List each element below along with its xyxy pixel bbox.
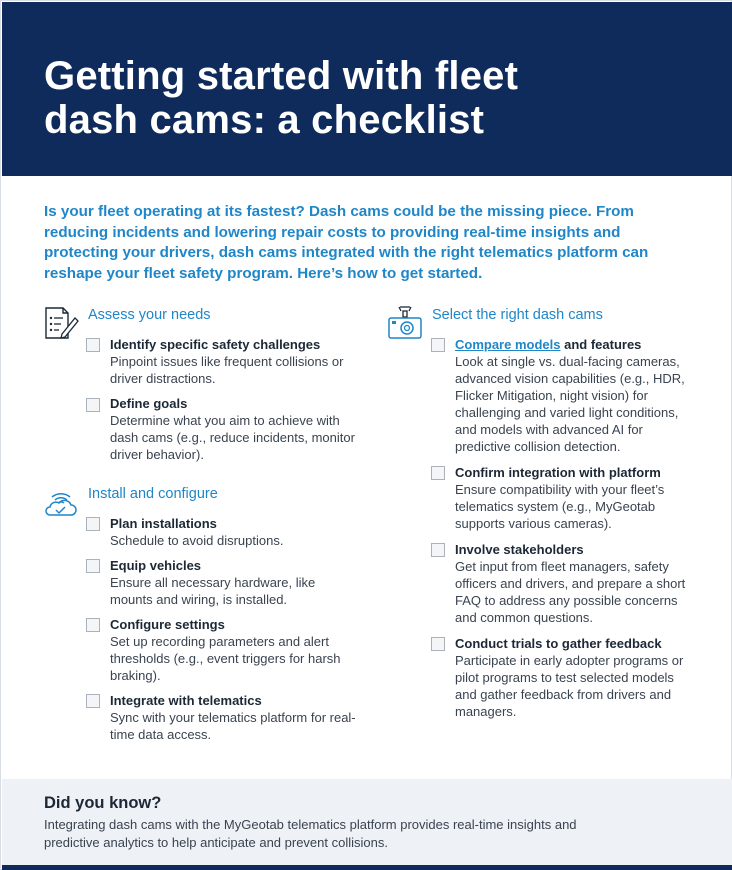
checklist-item-conduct-trials	[455, 635, 695, 720]
item-title: Involve stakeholders	[455, 542, 584, 557]
checkbox-integrate-telematics[interactable]	[86, 694, 100, 708]
checkbox-configure-settings[interactable]	[86, 618, 100, 632]
checkbox-define-goals[interactable]	[86, 398, 100, 412]
item-title: Conduct trials to gather feedback	[455, 636, 662, 651]
item-description: Look at single vs. dual-facing cameras, advanced vision capabilities (e.g., HDR, Flicker Mitigation, night vision) for challenging and varied light conditions, and models with advanced AI for predictive collision detection.	[455, 354, 685, 454]
title-line-1: Getting started with fleet	[44, 54, 519, 98]
checklist-document-icon	[43, 306, 79, 340]
item-description: Ensure all necessary hardware, like mounts and wiring, is installed.	[110, 575, 316, 607]
checkbox-compare-models[interactable]	[431, 338, 445, 352]
did-you-know-panel	[2, 779, 732, 865]
compare-models-link[interactable]: Compare models	[455, 337, 561, 352]
item-title-rest: and features	[560, 337, 642, 352]
intro-paragraph: Is your fleet operating at its fastest? Dash cams could be the missing piece. From reducing incidents and lowering repair costs to providing real-time insights and protecting your drivers, dash cams integrated with the right telematics platform can reshape your fleet safety program. Here’s how to get started.	[44, 203, 649, 282]
section-title-install: Install and configure	[88, 486, 218, 502]
item-title: Confirm integration with platform	[455, 465, 661, 480]
checkbox-equip-vehicles[interactable]	[86, 559, 100, 573]
title-line-2: dash cams: a checklist	[44, 98, 485, 142]
item-title: Plan installations	[110, 516, 217, 531]
page-title	[44, 54, 644, 142]
bottom-accent-bar	[2, 865, 732, 870]
item-title: Integrate with telematics	[110, 693, 262, 708]
footer-title: Did you know?	[44, 794, 162, 812]
item-description: Get input from fleet managers, safety officers and drivers, and prepare a short FAQ to address any possible concerns and common questions.	[455, 559, 686, 625]
item-title: Identify specific safety challenges	[110, 337, 321, 352]
checklist-item-plan-installations	[110, 515, 360, 549]
item-description: Sync with your telematics platform for real-time data access.	[110, 710, 356, 742]
item-title	[455, 336, 695, 353]
item-description: Determine what you aim to achieve with dash cams (e.g., reduce incidents, monitor driver behavior).	[110, 413, 355, 462]
checklist-item-compare-models	[455, 336, 695, 455]
checklist-item-identify-challenges	[110, 336, 360, 387]
item-description: Set up recording parameters and alert thresholds (e.g., event triggers for harsh braking).	[110, 634, 341, 683]
item-title: Configure settings	[110, 617, 225, 632]
checkbox-plan-installations[interactable]	[86, 517, 100, 531]
header-banner	[2, 2, 732, 176]
item-description: Ensure compatibility with your fleet’s telematics system (e.g., MyGeotab supports various cameras).	[455, 482, 665, 531]
checklist-item-involve-stakeholders	[455, 541, 695, 626]
section-title-select: Select the right dash cams	[432, 307, 603, 323]
item-description: Participate in early adopter programs or pilot programs to test selected models and gather feedback from drivers and managers.	[455, 653, 684, 719]
item-title: Define goals	[110, 396, 188, 411]
cloud-signal-icon	[43, 485, 79, 517]
checklist-item-configure-settings	[110, 616, 360, 684]
checkbox-involve-stakeholders[interactable]	[431, 543, 445, 557]
checklist-item-integrate-telematics	[110, 692, 360, 743]
item-title: Equip vehicles	[110, 558, 202, 573]
item-description: Schedule to avoid disruptions.	[110, 533, 284, 548]
checklist-item-define-goals	[110, 395, 360, 463]
item-description: Pinpoint issues like frequent collisions or driver distractions.	[110, 354, 344, 386]
checkbox-conduct-trials[interactable]	[431, 637, 445, 651]
checklist-item-equip-vehicles	[110, 557, 360, 608]
checkbox-identify-challenges[interactable]	[86, 338, 100, 352]
checklist-item-confirm-integration	[455, 464, 695, 532]
footer-text: Integrating dash cams with the MyGeotab telematics platform provides real-time insights and predictive analytics to help anticipate and prevent collisions.	[44, 817, 577, 850]
dash-camera-icon	[387, 305, 423, 341]
section-title-assess: Assess your needs	[88, 307, 211, 323]
checkbox-confirm-integration[interactable]	[431, 466, 445, 480]
